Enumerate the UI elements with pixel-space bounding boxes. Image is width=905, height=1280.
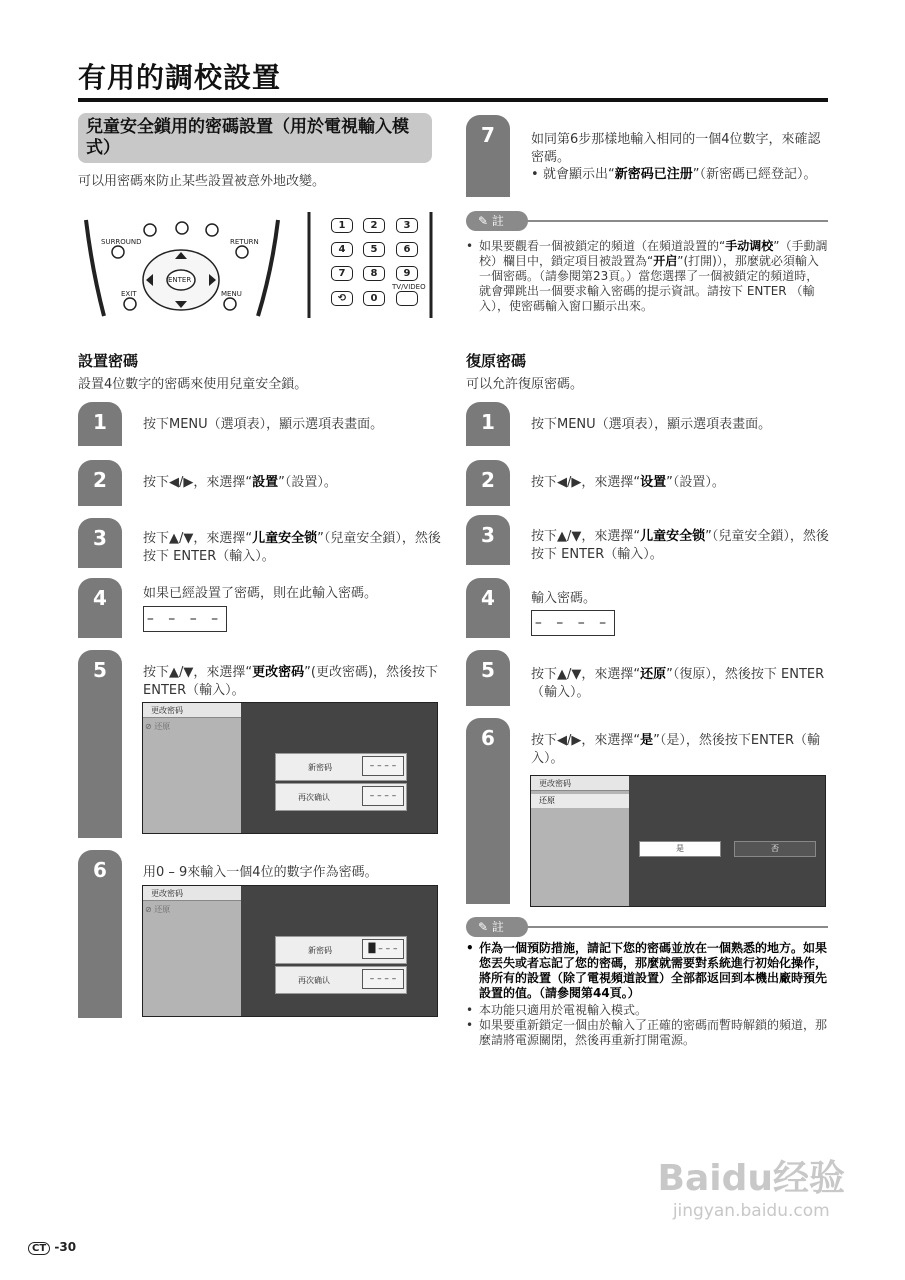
step-number: 6 xyxy=(78,850,122,1018)
note-badge: ✎ 註 xyxy=(466,917,528,937)
ct-badge: CT xyxy=(28,1242,50,1255)
tv-screen-change-password xyxy=(142,702,438,834)
menu-item-change-password: 更改密码 xyxy=(143,703,241,718)
set-password-desc: 設置4位數字的密碼來使用兒童安全鎖。 xyxy=(78,377,308,392)
step-number: 5 xyxy=(466,650,510,706)
page-title: 有用的調校設置 xyxy=(78,61,282,94)
reset-password-heading: 復原密碼 xyxy=(466,352,527,370)
step-text: 按下▲/▼，來選擇“儿童安全锁”（兒童安全鎖），然後按下 ENTER（輸入）。 xyxy=(531,529,829,562)
no-button[interactable]: 否 xyxy=(734,841,816,857)
step-number: 1 xyxy=(466,402,510,446)
confirm-password-row xyxy=(275,783,407,811)
note-badge: ✎ 註 xyxy=(466,211,528,231)
section-intro: 可以用密碼來防止某些設置被意外地改變。 xyxy=(78,174,326,189)
remote-control-illustration xyxy=(78,210,288,320)
note-item: • 本功能只適用於電視輸入模式。 xyxy=(466,1003,648,1017)
step-text: 按下◀/▶，來選擇“設置”（設置）。 xyxy=(143,475,337,490)
key-8: 8 xyxy=(363,266,385,281)
yes-button[interactable]: 是 xyxy=(639,841,721,857)
step-text: 按下▲/▼，來選擇“还原”（復原），然後按下 ENTER（輸入）。 xyxy=(531,667,825,700)
note-item: • 如果要觀看一個被鎖定的頻道（在頻道設置的“手动调校”（手動調校）欄目中，鎖定項目被設置為“开启”(打開)），那麼就必須輸入一個密碼。（請參閱第23頁。）當您選擇了一個被鎖定的頻道時，就會彈跳出一個要求輸入密碼的提示資訊。請按下 ENTER （輸入），使密碼輸入窗口顯示出來。 xyxy=(466,239,828,313)
key-4: 4 xyxy=(331,242,353,257)
step-number: 7 xyxy=(466,115,510,197)
step-number: 4 xyxy=(466,578,510,638)
step-text: 用0 – 9來輸入一個4位的數字作為密碼。 xyxy=(143,865,378,880)
password-input[interactable]: – – – – xyxy=(143,606,227,632)
watermark-url: jingyan.baidu.com xyxy=(672,1201,830,1221)
step-number: 2 xyxy=(78,460,122,506)
pencil-icon: ✎ xyxy=(478,214,489,228)
key-7: 7 xyxy=(331,266,353,281)
new-password-row xyxy=(275,936,407,964)
step-number: 1 xyxy=(78,402,122,446)
confirm-password-label: 再次确认 xyxy=(298,793,330,802)
step-text: 按下◀/▶，來選擇“是”（是），然後按下ENTER（輸入）。 xyxy=(531,733,821,766)
new-password-label: 新密码 xyxy=(308,763,332,772)
password-input[interactable]: – – – – xyxy=(531,610,615,636)
key-9: 9 xyxy=(396,266,418,281)
return-label: RETURN xyxy=(230,238,259,246)
step-number: 3 xyxy=(78,518,122,568)
step-bullet: • 就會顯示出“新密码已注册”（新密碼已經登記）。 xyxy=(531,167,817,182)
confirm-password-row xyxy=(275,966,407,994)
step-text: 按下MENU（選項表），顯示選項表畫面。 xyxy=(143,417,384,432)
key-1: 1 xyxy=(331,218,353,233)
menu-item-change-password: 更改密码 xyxy=(531,776,629,791)
surround-label: SURROUND xyxy=(101,238,142,246)
exit-label: EXIT xyxy=(121,290,137,298)
step-number: 6 xyxy=(466,718,510,904)
watermark-brand: Baidu经验 xyxy=(657,1158,845,1199)
step-text: 按下◀/▶，來選擇“设置”（設置）。 xyxy=(531,475,725,490)
confirm-password-field[interactable]: – – – – xyxy=(362,969,404,989)
new-password-row xyxy=(275,753,407,781)
key-6: 6 xyxy=(396,242,418,257)
step-number: 3 xyxy=(466,515,510,565)
key-2: 2 xyxy=(363,218,385,233)
step-text: 輸入密碼。 xyxy=(531,591,597,606)
step-text: 如果已經設置了密碼，則在此輸入密碼。 xyxy=(143,586,378,601)
flashback-key: ⟲ xyxy=(331,291,353,306)
key-3: 3 xyxy=(396,218,418,233)
key-0: 0 xyxy=(363,291,385,306)
set-password-heading: 設置密碼 xyxy=(78,352,139,370)
menu-item-change-password: 更改密码 xyxy=(143,886,241,901)
baidu-watermark xyxy=(658,1150,845,1221)
reset-password-desc: 可以允許復原密碼。 xyxy=(466,377,584,392)
step-text: 按下MENU（選項表），顯示選項表畫面。 xyxy=(531,417,772,432)
tv-screen-reset-confirm xyxy=(530,775,826,907)
tv-video-key xyxy=(396,291,418,306)
pencil-icon: ✎ xyxy=(478,920,489,934)
menu-item-reset: ⊘ 还原 xyxy=(145,905,171,914)
note-rule xyxy=(526,926,828,928)
tv-screen-enter-password xyxy=(142,885,438,1017)
step-text: 按下▲/▼，來選擇“儿童安全锁”（兒童安全鎖），然後按下 ENTER（輸入）。 xyxy=(143,531,441,564)
enter-label: ENTER xyxy=(168,276,192,284)
menu-item-reset: ⊘ 还原 xyxy=(145,722,171,731)
step-text: 如同第6步那樣地輸入相同的一個4位數字，來確認密碼。 xyxy=(531,132,821,165)
section-title: 兒童安全鎖用的密碼設置（用於電視輸入模式） xyxy=(86,117,409,158)
note-item: • 作為一個預防措施，請記下您的密碼並放在一個熟悉的地方。如果您丟失或者忘記了您的密碼，那麼就需要對系統進行初始化操作，將所有的設置（除了電視頻道設置）全部都返回到本機出廠時預先設置的值。（請參閱第44頁。） xyxy=(466,941,828,1000)
new-password-label: 新密码 xyxy=(308,946,332,955)
key-5: 5 xyxy=(363,242,385,257)
title-divider xyxy=(78,98,828,102)
step-number: 2 xyxy=(466,460,510,506)
step-text: 按下▲/▼，來選擇“更改密码”(更改密碼)，然後按下 ENTER（輸入）。 xyxy=(143,665,439,698)
step-number: 5 xyxy=(78,650,122,838)
menu-label: MENU xyxy=(221,290,242,298)
confirm-password-field[interactable]: – – – – xyxy=(362,786,404,806)
step-number: 4 xyxy=(78,578,122,638)
new-password-field[interactable]: █ – – – xyxy=(362,939,404,959)
confirm-password-label: 再次确认 xyxy=(298,976,330,985)
page-number: CT -30 xyxy=(28,1240,76,1255)
tv-video-label: TV/VIDEO xyxy=(392,283,426,291)
new-password-field[interactable]: – – – – xyxy=(362,756,404,776)
note-rule xyxy=(526,220,828,222)
menu-item-reset: 还原 xyxy=(531,794,629,808)
note-item: • 如果要重新鎖定一個由於輸入了正確的密碼而暫時解鎖的頻道，那麼請將電源關閉，然後再重新打開電源。 xyxy=(466,1018,828,1047)
